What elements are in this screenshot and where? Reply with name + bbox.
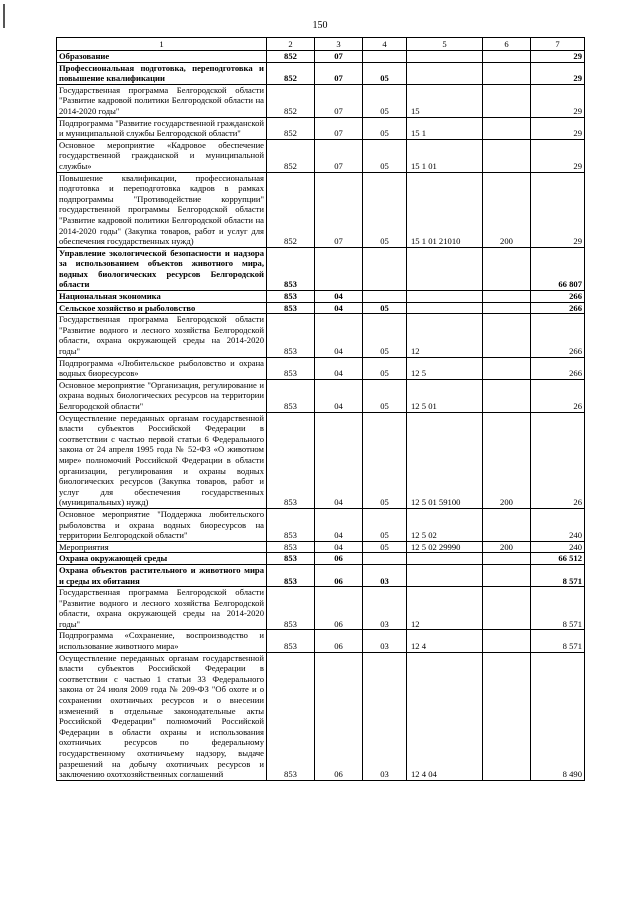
- header-col-7: 7: [531, 38, 585, 51]
- row-ved: 853: [267, 357, 315, 379]
- row-ved: 852: [267, 172, 315, 247]
- table-row: [57, 139, 585, 172]
- row-pr: [363, 247, 407, 290]
- row-sum: 29: [531, 84, 585, 117]
- row-name: Осуществление переданных органам государственной власти субъектов Российской Федерации в соответствии с частью первой статьи 6 Федерального закона от 24 апреля 1995 года № 52-ФЗ «О животном мире» полномочий Российской Федерации в области организации, регулирования и охраны водных биологических ресурсов (Закупка товаров, работ и услуг для обеспечения государственных (муниципальных) нужд): [57, 412, 267, 508]
- row-vr: [483, 117, 531, 139]
- table-row: [57, 508, 585, 541]
- row-rz: 04: [315, 379, 363, 412]
- row-sum: 266: [531, 302, 585, 314]
- row-name: Профессиональная подготовка, переподготовка и повышение квалификации: [57, 62, 267, 84]
- table-row: [57, 357, 585, 379]
- row-sum: 266: [531, 314, 585, 357]
- row-cs: [407, 247, 483, 290]
- row-sum: 240: [531, 541, 585, 553]
- row-vr: [483, 302, 531, 314]
- row-ved: 852: [267, 84, 315, 117]
- row-ved: 853: [267, 541, 315, 553]
- row-cs: 12: [407, 314, 483, 357]
- row-ved: 853: [267, 379, 315, 412]
- row-name: Основное мероприятие "Поддержка любительского рыболовства и охрана водных биоресурсов на территории Белгородской области": [57, 508, 267, 541]
- row-cs: 15: [407, 84, 483, 117]
- row-rz: 06: [315, 587, 363, 630]
- row-ved: 853: [267, 587, 315, 630]
- row-vr: [483, 62, 531, 84]
- row-cs: [407, 302, 483, 314]
- table-row: [57, 564, 585, 586]
- row-pr: 05: [363, 117, 407, 139]
- row-name: Образование: [57, 51, 267, 63]
- row-vr: [483, 587, 531, 630]
- table-row: [57, 314, 585, 357]
- row-sum: 26: [531, 412, 585, 508]
- row-ved: 853: [267, 247, 315, 290]
- scan-margin-mark: [3, 4, 5, 28]
- header-row: [57, 38, 585, 51]
- row-pr: [363, 291, 407, 303]
- row-sum: 266: [531, 357, 585, 379]
- row-name: Национальная экономика: [57, 291, 267, 303]
- table-row: [57, 291, 585, 303]
- row-rz: 04: [315, 314, 363, 357]
- table-row: [57, 302, 585, 314]
- row-rz: 04: [315, 357, 363, 379]
- row-cs: 15 1: [407, 117, 483, 139]
- row-pr: 05: [363, 302, 407, 314]
- row-vr: [483, 553, 531, 565]
- table-row: [57, 553, 585, 565]
- row-rz: 07: [315, 117, 363, 139]
- row-pr: 03: [363, 652, 407, 780]
- row-rz: 04: [315, 302, 363, 314]
- row-rz: 04: [315, 541, 363, 553]
- row-vr: [483, 379, 531, 412]
- row-sum: 8 571: [531, 630, 585, 652]
- row-cs: 15 1 01: [407, 139, 483, 172]
- row-name: Повышение квалификации, профессиональная подготовка и переподготовка кадров в рамках подпрограммы "Противодействие коррупции" государственной программы Белгородской области "Развитие кадровой политики Белгородской области на 2014-2020 годы" (Закупка товаров, работ и услуг для обеспечения государственных нужд): [57, 172, 267, 247]
- row-vr: [483, 291, 531, 303]
- row-pr: [363, 553, 407, 565]
- row-rz: 06: [315, 630, 363, 652]
- row-vr: 200: [483, 541, 531, 553]
- row-rz: 04: [315, 412, 363, 508]
- row-ved: 853: [267, 564, 315, 586]
- row-cs: 12 5: [407, 357, 483, 379]
- row-ved: 853: [267, 291, 315, 303]
- row-cs: [407, 553, 483, 565]
- row-cs: 12 4: [407, 630, 483, 652]
- row-pr: 05: [363, 139, 407, 172]
- row-rz: 04: [315, 508, 363, 541]
- row-ved: 853: [267, 652, 315, 780]
- table-row: [57, 247, 585, 290]
- row-pr: 03: [363, 587, 407, 630]
- header-col-2: 2: [267, 38, 315, 51]
- row-sum: 29: [531, 172, 585, 247]
- row-rz: 06: [315, 553, 363, 565]
- row-rz: 06: [315, 652, 363, 780]
- header-col-4: 4: [363, 38, 407, 51]
- row-ved: 853: [267, 314, 315, 357]
- row-sum: 8 571: [531, 587, 585, 630]
- header-col-1: 1: [57, 38, 267, 51]
- row-sum: 29: [531, 117, 585, 139]
- row-pr: 03: [363, 564, 407, 586]
- row-vr: [483, 139, 531, 172]
- row-vr: [483, 652, 531, 780]
- row-pr: 03: [363, 630, 407, 652]
- table-row: [57, 412, 585, 508]
- row-vr: 200: [483, 172, 531, 247]
- row-ved: 852: [267, 117, 315, 139]
- row-name: Осуществление переданных органам государственной власти субъектов Российской Федерации в соответствии с частью 1 статьи 33 Федерального закона от 24 июля 2009 года № 209-ФЗ "Об охоте и о сохранении охотничьих ресурсов и о внесении изменений в отдельные законодательные акты Российской Федерации" полномочий Российской Федерации в области охраны и использования охотничьих ресурсов по федеральному государственному охотничьему надзору, выдаче разрешений на добычу охотничьих ресурсов и заключению охотхозяйственных соглашений: [57, 652, 267, 780]
- row-pr: 05: [363, 314, 407, 357]
- row-rz: 07: [315, 139, 363, 172]
- table-body: [57, 51, 585, 781]
- row-rz: 04: [315, 291, 363, 303]
- table-row: [57, 51, 585, 63]
- row-pr: 05: [363, 508, 407, 541]
- row-cs: [407, 62, 483, 84]
- row-pr: 05: [363, 172, 407, 247]
- row-sum: 29: [531, 139, 585, 172]
- row-name: Основное мероприятие «Кадровое обеспечение государственной гражданской и муниципальной службы»: [57, 139, 267, 172]
- table-row: [57, 84, 585, 117]
- page-number: 150: [312, 20, 328, 31]
- row-vr: [483, 508, 531, 541]
- row-cs: 12 5 01 59100: [407, 412, 483, 508]
- row-vr: [483, 314, 531, 357]
- row-ved: 852: [267, 139, 315, 172]
- header-col-6: 6: [483, 38, 531, 51]
- row-cs: 12: [407, 587, 483, 630]
- row-cs: 15 1 01 21010: [407, 172, 483, 247]
- row-ved: 853: [267, 630, 315, 652]
- row-vr: [483, 247, 531, 290]
- budget-table: [56, 37, 585, 781]
- row-name: Управление экологической безопасности и надзора за использованием объектов животного мира, водных биологических ресурсов Белгородской области: [57, 247, 267, 290]
- row-name: Охрана окружающей среды: [57, 553, 267, 565]
- row-vr: [483, 84, 531, 117]
- row-rz: 07: [315, 62, 363, 84]
- row-sum: 26: [531, 379, 585, 412]
- row-cs: 12 5 01: [407, 379, 483, 412]
- row-vr: [483, 51, 531, 63]
- row-name: Сельское хозяйство и рыболовство: [57, 302, 267, 314]
- row-name: Подпрограмма "Развитие государственной гражданской и муниципальной службы Белгородской области": [57, 117, 267, 139]
- row-pr: 05: [363, 379, 407, 412]
- row-sum: 8 490: [531, 652, 585, 780]
- row-sum: 29: [531, 51, 585, 63]
- row-ved: 852: [267, 51, 315, 63]
- table-row: [57, 117, 585, 139]
- row-sum: 29: [531, 62, 585, 84]
- row-ved: 852: [267, 62, 315, 84]
- row-name: Государственная программа Белгородской области "Развитие водного и лесного хозяйства Белгородской области, охрана окружающей среды на 2014-2020 годы": [57, 587, 267, 630]
- row-pr: 05: [363, 84, 407, 117]
- row-cs: 12 5 02 29990: [407, 541, 483, 553]
- row-vr: [483, 630, 531, 652]
- table-row: [57, 587, 585, 630]
- row-name: Основное мероприятие "Организация, регулирование и охрана водных биологических ресурсов на территории Белгородской области": [57, 379, 267, 412]
- header-col-5: 5: [407, 38, 483, 51]
- row-name: Государственная программа Белгородской области "Развитие водного и лесного хозяйства Белгородской области, охрана окружающей среды на 2014-2020 годы": [57, 314, 267, 357]
- header-col-3: 3: [315, 38, 363, 51]
- row-cs: 12 5 02: [407, 508, 483, 541]
- row-name: Охрана объектов растительного и животного мира и среды их обитания: [57, 564, 267, 586]
- row-name: Мероприятия: [57, 541, 267, 553]
- row-name: Подпрограмма «Любительское рыболовство и охрана водных биоресурсов»: [57, 357, 267, 379]
- row-sum: 240: [531, 508, 585, 541]
- row-ved: 853: [267, 553, 315, 565]
- table-row: [57, 630, 585, 652]
- row-pr: 05: [363, 62, 407, 84]
- row-rz: 07: [315, 84, 363, 117]
- row-ved: 853: [267, 302, 315, 314]
- row-cs: 12 4 04: [407, 652, 483, 780]
- table-row: [57, 379, 585, 412]
- row-vr: [483, 564, 531, 586]
- row-cs: [407, 564, 483, 586]
- table-row: [57, 172, 585, 247]
- row-cs: [407, 291, 483, 303]
- row-sum: 266: [531, 291, 585, 303]
- row-sum: 66 512: [531, 553, 585, 565]
- row-cs: [407, 51, 483, 63]
- table-row: [57, 541, 585, 553]
- row-ved: 853: [267, 508, 315, 541]
- row-rz: 07: [315, 172, 363, 247]
- row-ved: 853: [267, 412, 315, 508]
- row-vr: 200: [483, 412, 531, 508]
- row-rz: 07: [315, 51, 363, 63]
- row-name: Государственная программа Белгородской области "Развитие кадровой политики Белгородской области на 2014-2020 годы": [57, 84, 267, 117]
- row-pr: 05: [363, 357, 407, 379]
- row-name: Подпрограмма «Сохранение, воспроизводство и использование животного мира»: [57, 630, 267, 652]
- row-rz: [315, 247, 363, 290]
- row-pr: 05: [363, 541, 407, 553]
- row-vr: [483, 357, 531, 379]
- row-rz: 06: [315, 564, 363, 586]
- row-pr: [363, 51, 407, 63]
- row-pr: 05: [363, 412, 407, 508]
- row-sum: 66 807: [531, 247, 585, 290]
- row-sum: 8 571: [531, 564, 585, 586]
- table-row: [57, 62, 585, 84]
- table-row: [57, 652, 585, 780]
